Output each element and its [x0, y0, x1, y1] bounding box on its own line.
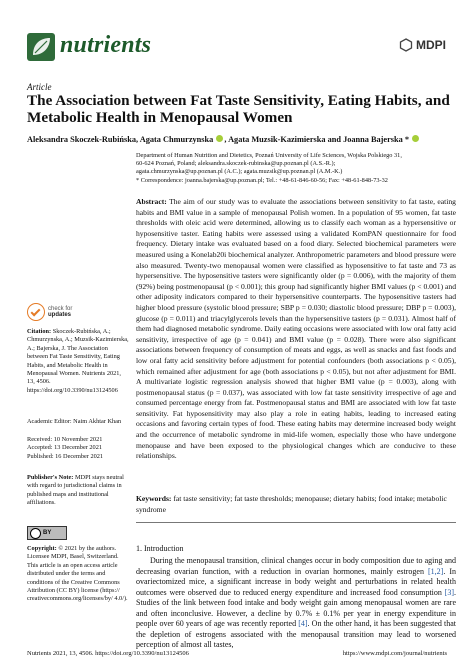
citation-text: Skoczek-Rubińska, A.; Chmurzynska, A.; Muzsik-Kazimierska, A.; Bajerska, J. The Association between Fat Taste Sensitivity, Eating Habits, and Metabolic Health in Menopausal Women. Nutrients 2021, 13, 4506. https://doi.org/10.3390/nu13124506: [27, 328, 129, 394]
academic-editor: [27, 418, 129, 426]
abstract-label: Abstract:: [136, 197, 167, 206]
copyright-block: [27, 545, 129, 604]
abstract-text: The aim of our study was to evaluate the associations between sensitivity to fat taste, eating habits and BMI value in a sample of menopausal Polish women. In a population of 95 women, fat taste thresholds with oleic acid were determined, allowing us to classify each woman as a hypersensitive or hyposensitive taster. Eating habits were assessed using a validated KomPAN questionnaire for food frequency. Dietary intake was evaluated based on a food diary. Selected biochemical parameters were measured using a Konelab20i biochemical analyzer. Anthropometric parameters and blood pressure were also measured. Twenty-two menopausal women were classified as hyposensitive to fat taste and 73 as hypersensitive. The hyposensitive tasters were significantly older (p = 0.006), with the majority of them (92%) being postmenopausal (p < 0.001); this group had significantly higher BMI values (p < 0.001) and other adiposity indicators compared to their hypersensitive counterparts. The hyposensitive tasters had higher blood pressure (systolic blood pressure; SBP p = 0.030; diastolic blood pressure; DBP p = 0.003), glucose (p = 0.011) and triacylglycerols levels than the hypersensitive tasters (p = 0.031). Almost half of them had diagnosed metabolic syndrome. Daily eating occasions were associated with low oral fatty acid sensitivity, irrespective of age (p = 0.041) and BMI value (p = 0.028). There were also significant associations between frequency of consumption of meats and eggs, as well as snacks and fast foods and low oral fatty acid sensitivity before adjustment for potential confounders (both associations p < 0.05), which remained after adjustment for age (both associations p < 0.05), but not after adjustment for BMI. A multivariate logistic regression analysis showed that higher BMI value (p = 0.003), along with postmenopausal status (p = 0.037), was associated with low fat taste sensitivity irrespective of age and consumed percentage energy from fat. Postmenopausal status and BMI are associated with low fat taste sensitivity. Fat hyposensitivity may also play a role in eating habits, leading to increased eating occasions and favoring certain types of food. These eating habits may determine increased body weight and the occurrence of metabolic syndrome in mid-life women, especially those who have undergone menopause and have been exposed to the physiological changes which are conducive to these relationships.: [136, 197, 456, 461]
footer-journal-url[interactable]: https://www.mdpi.com/journal/nutrients: [342, 650, 447, 657]
footer-citation[interactable]: Nutrients 2021, 13, 4506. https://doi.org/10.3390/nu13124506: [27, 650, 189, 657]
author-name: Joanna Bajerska *: [343, 135, 409, 144]
updates-line-2: updates: [48, 312, 72, 318]
affiliation-line: Department of Human Nutrition and Dietetics, Poznań University of Life Sciences, Wojska Polskiego 31,: [136, 152, 402, 159]
article-title: The Association between Fat Taste Sensitivity, Eating Habits, and Metabolic Health in Menopausal Women: [27, 92, 450, 126]
accepted-date: Accepted: 13 December 2021: [27, 444, 103, 452]
affiliation-line: agata.chmurzynska@up.poznan.pl (A.C.); agata.muzsik@up.poznan.pl (A.M.-K.): [136, 168, 343, 176]
author-name: Agata Chmurzynska: [139, 135, 214, 144]
cc-by-icon[interactable]: BY: [27, 526, 67, 540]
citation-label: Citation:: [27, 328, 52, 335]
intro-text: . In ovariectomized mice, a significant increase in body weight and perturbations in related health outcomes were observed due to reduced energy expenditure and increased food consumption: [136, 566, 456, 597]
affiliation-block: [136, 152, 466, 185]
journal-logo: [27, 33, 55, 61]
section-divider: [136, 522, 456, 523]
updates-line-1: check for: [48, 305, 73, 312]
intro-text: . Studies of the link between food intake and body weight gain among menopausal women are rare and often inconclusive. However, a decline by 0.7% ± 0.1% per year in energy expenditure in people over 60 years of age was recently reported: [136, 587, 456, 628]
orcid-icon[interactable]: [216, 135, 223, 142]
dates-block: [27, 436, 129, 461]
abstract: [136, 197, 456, 462]
orcid-icon[interactable]: [412, 135, 419, 142]
citation-link[interactable]: [3]: [444, 587, 454, 597]
mdpi-hexagon-icon: [399, 38, 413, 52]
editor-name: Naim Akhtar Khan: [73, 418, 122, 425]
citation-link[interactable]: [4]: [298, 619, 308, 628]
affiliation-line: 60-624 Poznań, Poland; aleksandra.skoczek-rubinska@up.poznan.pl (A.S.-R.);: [136, 160, 336, 168]
check-updates-icon: [27, 303, 45, 321]
citation-block: [27, 328, 129, 395]
publisher-note: [27, 474, 129, 508]
note-label: Publisher's Note:: [27, 474, 74, 481]
check-for-updates[interactable]: [27, 303, 72, 321]
intro-text: . On the other hand, it has been suggested that the depletion of estrogens associated with the menopausal transition may lead to worsened perception of almost all tastes,: [136, 619, 456, 649]
journal-name: nutrients: [60, 32, 152, 58]
keywords-label: Keywords:: [136, 494, 172, 503]
author-name: Aleksandra Skoczek-Rubińska: [27, 135, 137, 144]
author-name: Agata Muzsik-Kazimierska: [228, 135, 326, 144]
article-type: Article: [27, 82, 52, 92]
leaf-icon: [27, 33, 55, 61]
author-list: Aleksandra Skoczek-Rubińska, Agata Chmurzynska , Agata Muzsik-Kazimierska and Joanna Bajerska *: [27, 135, 457, 144]
introduction-paragraph: [136, 556, 456, 651]
copyright-label: Copyright:: [27, 545, 57, 552]
editor-label: Academic Editor:: [27, 418, 72, 425]
publisher-logo: [399, 38, 446, 52]
correspondence-line: * Correspondence: joanna.bajerska@up.poznan.pl; Tel.: +48-61-846-60-56; Fax: +48-61-848-73-32: [136, 176, 388, 184]
note-text: MDPI stays neutral with regard to jurisdictional claims in published maps and institutional affiliations.: [27, 474, 124, 507]
intro-text: During the menopausal transition, clinical changes occur in body composition due to aging and decreasing ovarian function, with a reduction in ovarian hormones, mainly estrogen: [136, 556, 456, 576]
cc-circle-icon: [30, 528, 41, 539]
citation-link[interactable]: [1,2]: [428, 566, 444, 576]
published-date: Published: 16 December 2021: [27, 452, 104, 460]
publisher-name: MDPI: [416, 38, 446, 52]
keywords: [136, 494, 456, 515]
section-heading: 1. Introduction: [136, 544, 184, 553]
copyright-text: © 2021 by the authors. Licensee MDPI, Basel, Switzerland. This article is an open access article distributed under the terms and conditions of the Creative Commons Attribution (CC BY) license (https:// creativecommons.org/licenses/by/ 4.0/).: [27, 545, 128, 603]
received-date: Received: 10 November 2021: [27, 436, 103, 443]
keywords-text: fat taste sensitivity; fat taste thresholds; menopause; dietary habits; food intake; metabolic syndrome: [136, 494, 447, 514]
